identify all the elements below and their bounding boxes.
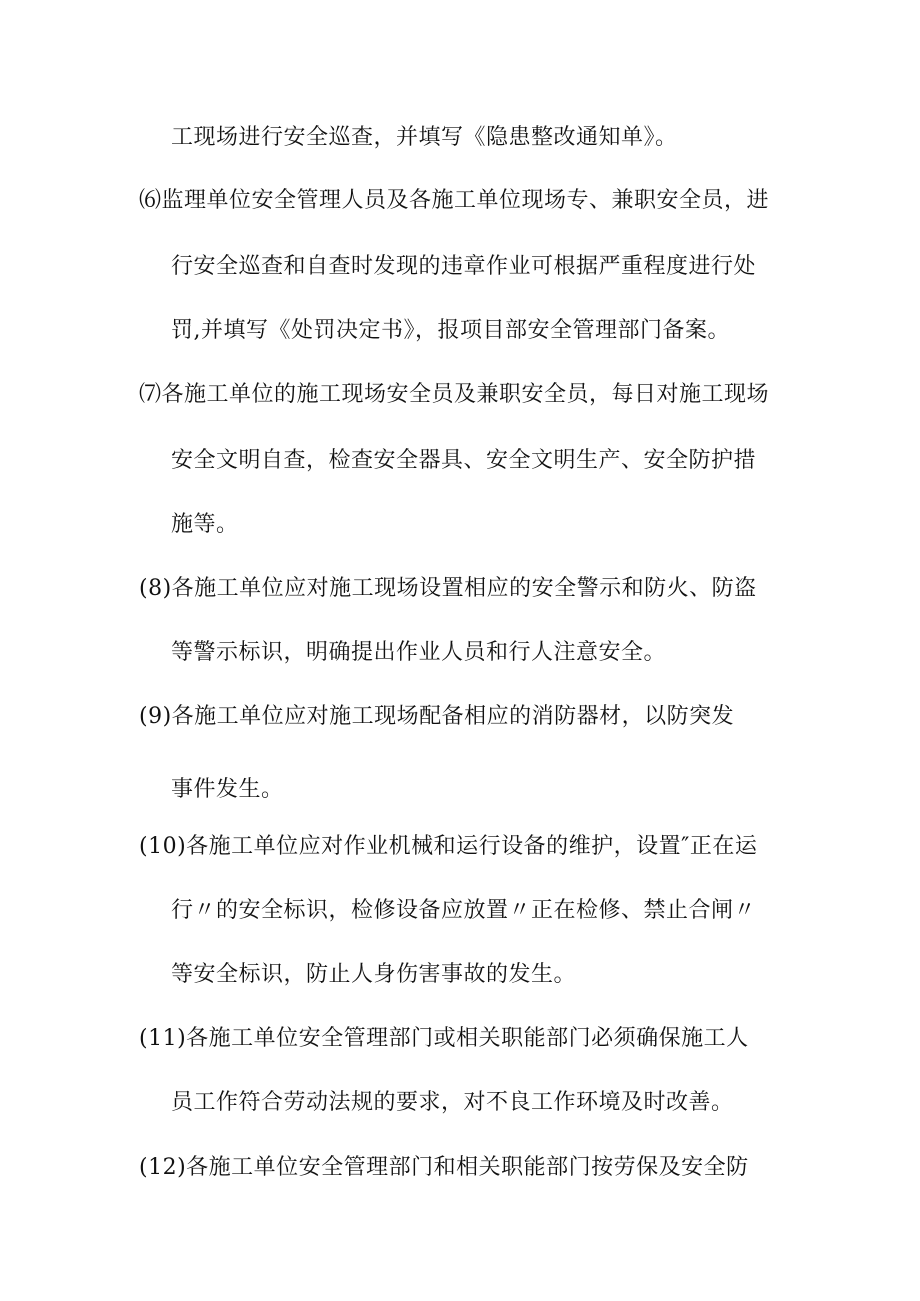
text-line-15: (11)各施工单位安全管理部门或相关职能部门必须确保施工人 [139,1026,749,1051]
text-line-17: (12)各施工单位安全管理部门和相关职能部门按劳保及安全防 [139,1155,749,1180]
text-line-9: 等警示标识，明确提出作业人员和行人注意安全。 [171,640,667,665]
text-line-7: 施等。 [171,512,239,537]
text-line-16: 员工作符合劳动法规的要求，对不良工作环境及时改善。 [171,1090,734,1115]
text-line-1: 工现场进行安全巡查，并填写《隐患整改通知单》。 [171,125,678,150]
text-line-10: (9)各施工单位应对施工现场配备相应的消防器材，以防突发 [139,704,735,729]
text-line-11: 事件发生。 [171,777,284,802]
text-line-5: ⑺各施工单位的施工现场安全员及兼职安全员，每日对施工现场 [139,382,770,407]
text-line-8: (8)各施工单位应对施工现场设置相应的安全警示和防火、防盗 [139,576,757,601]
text-line-3: 行安全巡查和自查时发现的违章作业可根据严重程度进行处 [171,254,757,279]
text-line-13: 行〃的安全标识，检修设备应放置〃正在检修、禁止合闸〃 [171,898,757,923]
text-line-12: (10)各施工单位应对作业机械和运行设备的维护，设置″正在运 [139,834,758,859]
text-line-14: 等安全标识，防止人身伤害事故的发生。 [171,962,577,987]
text-line-4: 罚,并填写《处罚决定书》，报项目部安全管理部门备案。 [171,318,730,343]
text-line-2: ⑹监理单位安全管理人员及各施工单位现场专、兼职安全员，进 [139,188,770,213]
text-line-6: 安全文明自查，检查安全器具、安全文明生产、安全防护措 [171,448,757,473]
